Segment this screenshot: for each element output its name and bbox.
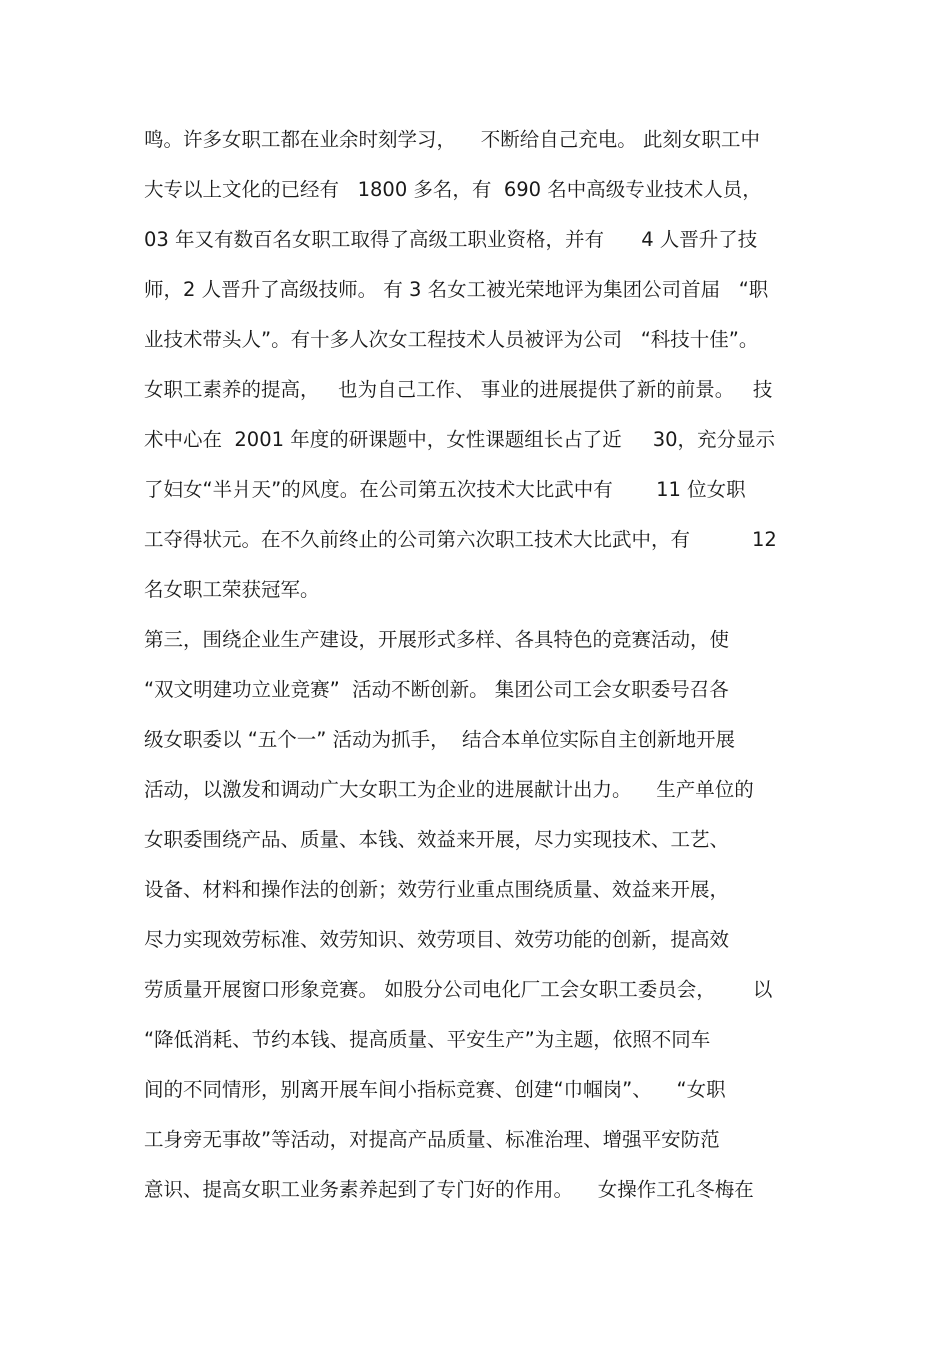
text-line: 级女职委以 “五个一” 活动为抓手， 结合本单位实际自主创新地开展 (144, 728, 735, 751)
text-line: “双文明建功立业竞赛” 活动不断创新。 集团公司工会女职委号召各 (144, 678, 729, 701)
text-line: 师，2 人晋升了高级技师。 有 3 名女工被光荣地评为集团公司首届 “职 (144, 278, 769, 301)
text-line: 03 年又有数百名女职工取得了高级工职业资格，并有 4 人晋升了技 (144, 228, 758, 251)
text-line: 名女职工荣获冠军。 (144, 578, 320, 601)
text-line: “降低消耗、节约本钱、提高质量、平安生产”为主题，依照不同车 (144, 1028, 711, 1051)
text-line: 鸣。许多女职工都在业余时刻学习， 不断给自己充电。 此刻女职工中 (144, 128, 760, 151)
text-line: 工夺得状元。在不久前终止的公司第六次职工技术大比武中，有 12 (144, 528, 777, 551)
text-line: 设备、材料和操作法的创新；效劳行业重点围绕质量、效益来开展， (144, 878, 730, 901)
document-body (144, 120, 814, 1220)
text-line: 业技术带头人”。有十多人次女工程技术人员被评为公司 “科技十佳”。 (144, 328, 759, 351)
text-line: 术中心在 2001 年度的研课题中，女性课题组长占了近 30，充分显示 (144, 428, 776, 451)
text-line: 活动，以激发和调动广大女职工为企业的进展献计出力。 生产单位的 (144, 778, 754, 801)
text-line: 工身旁无事故”等活动，对提高产品质量、标准治理、增强平安防范 (144, 1128, 720, 1151)
text-line: 大专以上文化的已经有 1800 多名，有 690 名中高级专业技术人员， (144, 178, 762, 201)
text-line: 间的不同情形，别离开展车间小指标竞赛、创建“巾帼岗”、 “女职 (144, 1078, 726, 1101)
text-line: 女职工素养的提高， 也为自己工作、 事业的进展提供了新的前景。 技 (144, 378, 773, 401)
text-line: 劳质量开展窗口形象竞赛。 如股分公司电化厂工会女职工委员会， 以 (144, 978, 773, 1001)
paragraph-start-line: 第三，围绕企业生产建设，开展形式多样、各具特色的竞赛活动，使 (144, 628, 730, 651)
text-line: 尽力实现效劳标准、效劳知识、效劳项目、效劳功能的创新，提高效 (144, 928, 730, 951)
text-line: 女职委围绕产品、质量、本钱、效益来开展，尽力实现技术、工艺、 (144, 828, 730, 851)
text-line: 了妇女“半爿天”的风度。在公司第五次技术大比武中有 11 位女职 (144, 478, 746, 501)
text-line: 意识、提高女职工业务素养起到了专门好的作用。 女操作工孔冬梅在 (144, 1178, 754, 1201)
